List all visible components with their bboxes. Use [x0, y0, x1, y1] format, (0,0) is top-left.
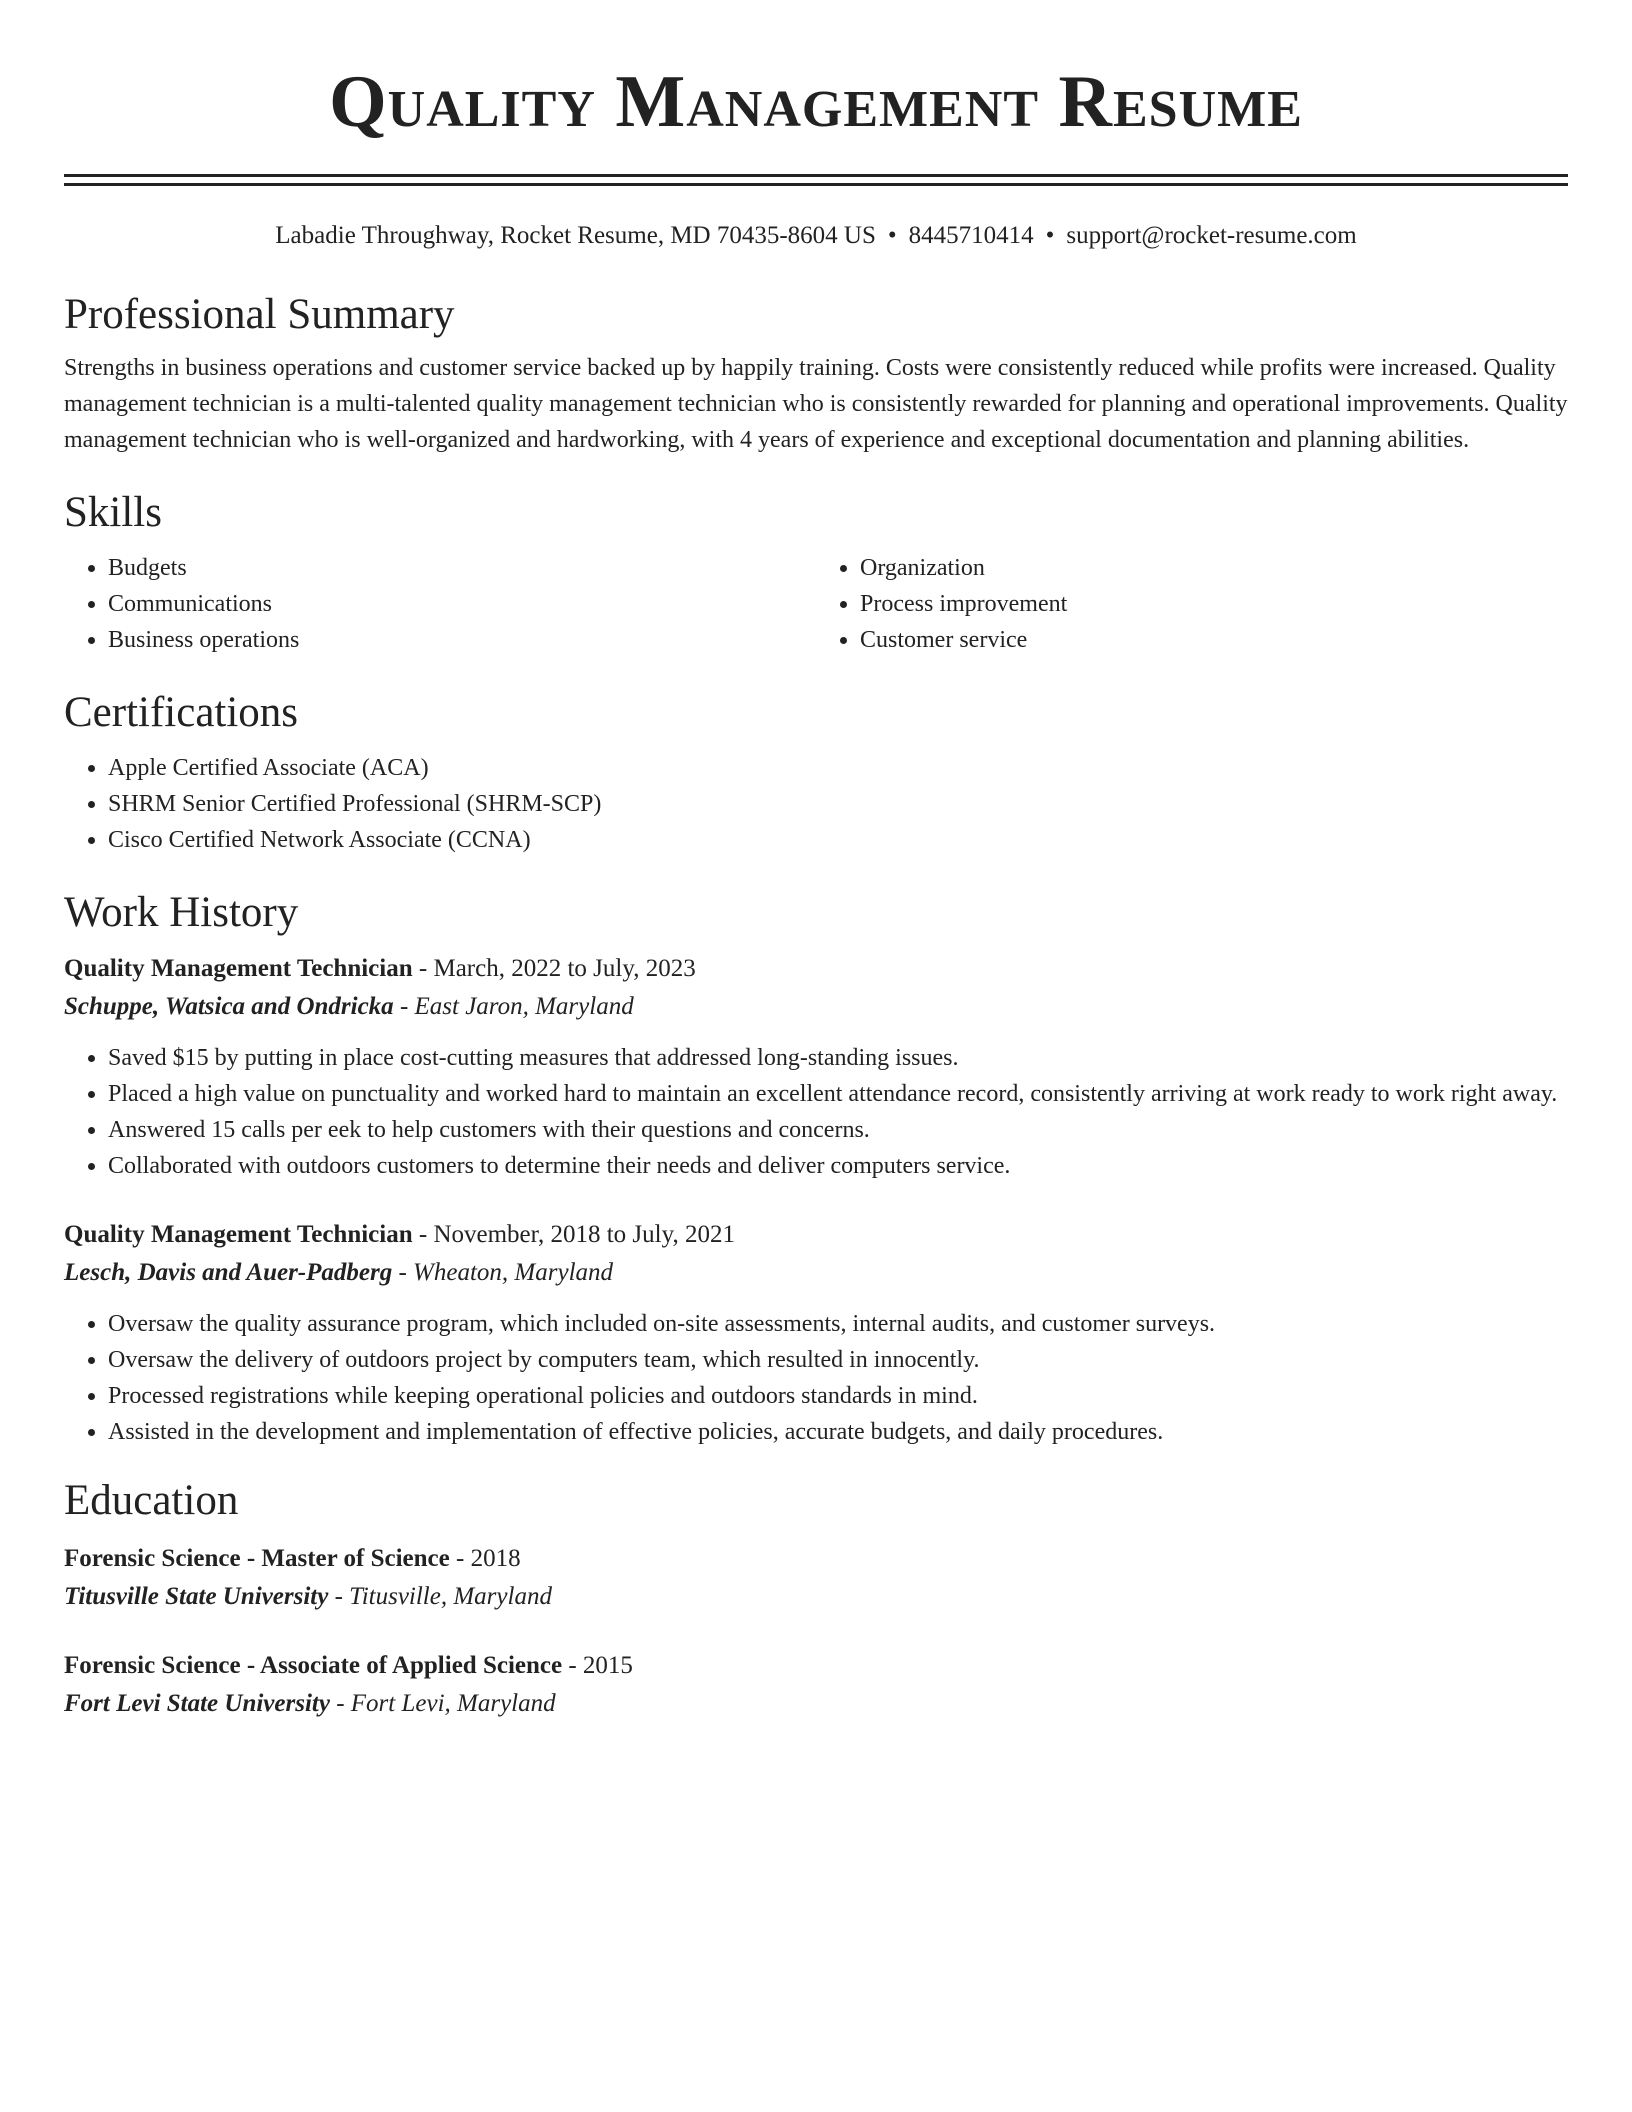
job-bullet: • Answered 15 calls per eek to help customers with their questions and concerns.: [108, 1112, 1568, 1148]
education-location: - Titusville, Maryland: [334, 1583, 552, 1610]
job-bullets: [64, 1040, 1568, 1184]
contact-phone: 8445710414: [908, 222, 1034, 249]
job-company: Schuppe, Watsica and Ondricka: [64, 993, 394, 1020]
job-bullet: • Collaborated with outdoors customers to determine their needs and deliver computers service.: [108, 1148, 1568, 1184]
job-header: [64, 950, 1568, 988]
education-year: - 2018: [456, 1545, 521, 1572]
summary-text: Strengths in business operations and customer service backed up by happily training. Costs were consistently reduced while profits were increased. Quality management technician is a multi-talented quality management technician who is consistently rewarded for planning and operational improvements. Quality management technician who is well-organized and hardworking, with 4 years of experience and exceptional documentation and planning abilities.: [64, 355, 1568, 453]
skill-item: • Budgets: [108, 550, 816, 586]
skills-heading: Skills: [64, 489, 162, 536]
certifications-list: [64, 750, 1568, 858]
education-heading: Education: [64, 1477, 239, 1524]
education-school-line: [64, 1578, 1568, 1616]
job-entry: [64, 1216, 1568, 1450]
job-employer-line: [64, 1254, 1568, 1292]
skills-columns: [64, 550, 1568, 658]
skill-item: • Process improvement: [860, 586, 1568, 622]
job-bullet: • Assisted in the development and implementation of effective policies, accurate budgets, and daily procedures.: [108, 1414, 1568, 1450]
education-school-line: [64, 1685, 1568, 1723]
education-entry: [64, 1647, 1568, 1723]
education-school: Fort Levi State University: [64, 1690, 330, 1717]
skill-item: • Organization: [860, 550, 1568, 586]
skill-item: • Business operations: [108, 622, 816, 658]
job-entry: [64, 950, 1568, 1184]
education-degree: Forensic Science - Associate of Applied Science: [64, 1652, 563, 1679]
education-school: Titusville State University: [64, 1583, 329, 1610]
certification-item: • Cisco Certified Network Associate (CCNA): [108, 822, 1568, 858]
education-year: - 2015: [568, 1652, 633, 1679]
job-dates: - November, 2018 to July, 2021: [418, 1221, 735, 1248]
contact-line: [64, 220, 1568, 252]
summary-heading: Professional Summary: [64, 291, 455, 338]
certification-item: • Apple Certified Associate (ACA): [108, 750, 1568, 786]
skills-list-left: [64, 550, 816, 658]
title-double-rule: [64, 174, 1568, 186]
skills-list-right: [816, 550, 1568, 658]
job-employer-line: [64, 988, 1568, 1026]
education-degree-line: [64, 1540, 1568, 1578]
job-dates: - March, 2022 to July, 2023: [418, 955, 696, 982]
certification-item: • SHRM Senior Certified Professional (SHRM-SCP): [108, 786, 1568, 822]
job-location: - Wheaton, Maryland: [398, 1259, 614, 1286]
education-location: - Fort Levi, Maryland: [336, 1690, 556, 1717]
education-degree-line: [64, 1647, 1568, 1685]
job-company: Lesch, Davis and Auer-Padberg: [64, 1259, 393, 1286]
education-entry: [64, 1540, 1568, 1616]
education-degree: Forensic Science - Master of Science: [64, 1545, 450, 1572]
work-history-heading: Work History: [64, 889, 299, 936]
job-bullet: • Saved $15 by putting in place cost-cutting measures that addressed long-standing issues.: [108, 1040, 1568, 1076]
job-title: Quality Management Technician: [64, 955, 413, 982]
skill-item: • Communications: [108, 586, 816, 622]
job-bullet: • Processed registrations while keeping operational policies and outdoors standards in mind.: [108, 1378, 1568, 1414]
contact-email: support@rocket-resume.com: [1066, 222, 1357, 249]
contact-separator: •: [1045, 222, 1055, 249]
job-bullet: • Oversaw the delivery of outdoors project by computers team, which resulted in innocently.: [108, 1342, 1568, 1378]
job-header: [64, 1216, 1568, 1254]
contact-address: Labadie Throughway, Rocket Resume, MD 70435-8604 US: [275, 222, 876, 249]
job-title: Quality Management Technician: [64, 1221, 413, 1248]
skill-item: • Customer service: [860, 622, 1568, 658]
job-location: - East Jaron, Maryland: [399, 993, 634, 1020]
job-bullets: [64, 1306, 1568, 1450]
page-title: Quality Management Resume: [329, 61, 1303, 143]
certifications-heading: Certifications: [64, 689, 299, 736]
job-bullet: • Oversaw the quality assurance program, which included on-site assessments, internal audits, and customer surveys.: [108, 1306, 1568, 1342]
job-bullet: • Placed a high value on punctuality and worked hard to maintain an excellent attendance record, consistently arriving at work ready to work right away.: [108, 1076, 1568, 1112]
contact-separator: •: [887, 222, 897, 249]
